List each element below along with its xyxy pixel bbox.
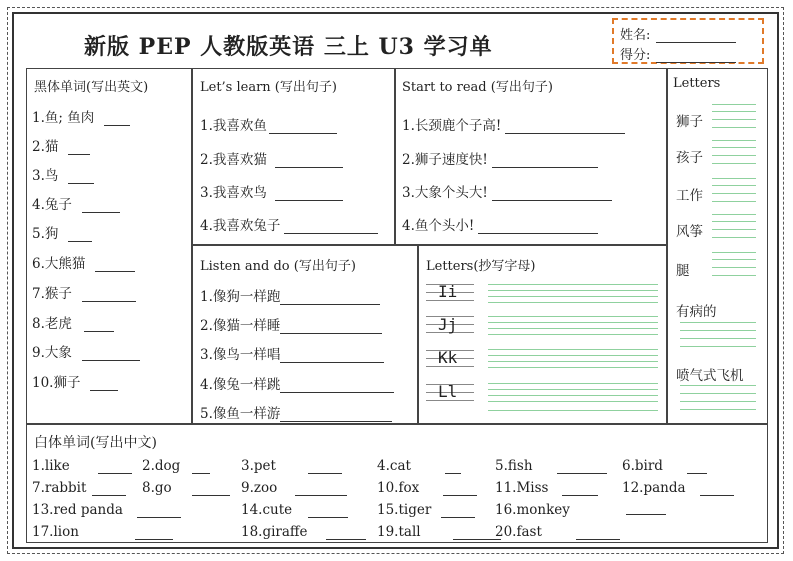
bold-word-item: 9.大象 bbox=[32, 341, 140, 361]
white-word-item: 18.giraffe bbox=[241, 524, 366, 540]
white-word-item: 19.tall bbox=[377, 524, 501, 540]
answer-blank[interactable] bbox=[445, 461, 461, 474]
letter-pair: Kk bbox=[438, 348, 458, 367]
white-word-item: 9.zoo bbox=[241, 480, 347, 496]
answer-blank[interactable] bbox=[95, 259, 135, 272]
answer-blank[interactable] bbox=[275, 155, 343, 168]
letters-word: 孩子 bbox=[676, 150, 703, 166]
white-word-item: 11.Miss bbox=[495, 480, 598, 496]
answer-blank[interactable] bbox=[82, 200, 120, 213]
white-word-item: 2.dog bbox=[142, 458, 210, 474]
answer-blank[interactable] bbox=[492, 188, 612, 201]
answer-blank[interactable] bbox=[275, 188, 343, 201]
answer-blank[interactable] bbox=[295, 483, 347, 496]
letters-word: 工作 bbox=[676, 188, 703, 204]
listen-and-do-item: 2.像猫一样睡 bbox=[200, 314, 382, 334]
bold-word-item: 10.狮子 bbox=[32, 371, 118, 391]
answer-blank[interactable] bbox=[687, 461, 707, 474]
answer-blank[interactable] bbox=[269, 121, 337, 134]
letters-word: 狮子 bbox=[676, 114, 703, 130]
answer-blank[interactable] bbox=[443, 483, 477, 496]
answer-blank[interactable] bbox=[562, 483, 598, 496]
white-words-header: 白体单词(写出中文) bbox=[34, 435, 157, 451]
white-word-item: 5.fish bbox=[495, 458, 607, 474]
answer-blank[interactable] bbox=[84, 319, 114, 332]
letter-pair: Ii bbox=[438, 282, 458, 301]
white-word-item: 3.pet bbox=[241, 458, 342, 474]
answer-blank[interactable] bbox=[192, 461, 210, 474]
answer-blank[interactable] bbox=[700, 483, 734, 496]
score-label: 得分: bbox=[620, 48, 651, 63]
answer-blank[interactable] bbox=[280, 321, 382, 334]
answer-blank[interactable] bbox=[104, 113, 130, 126]
white-word-item: 10.fox bbox=[377, 480, 477, 496]
answer-blank[interactable] bbox=[326, 527, 366, 540]
letters-word: 腿 bbox=[676, 263, 690, 279]
name-row bbox=[620, 24, 736, 43]
letters-right-header: Letters bbox=[673, 76, 721, 91]
answer-blank[interactable] bbox=[92, 483, 126, 496]
start-to-read-item: 2.狮子速度快! bbox=[402, 148, 598, 168]
bold-word-item: 2.猫 bbox=[32, 135, 90, 155]
answer-blank[interactable] bbox=[308, 505, 348, 518]
name-field[interactable] bbox=[656, 30, 736, 43]
lets-learn-header: Let’s learn (写出句子) bbox=[200, 80, 337, 95]
answer-blank[interactable] bbox=[453, 527, 501, 540]
answer-blank[interactable] bbox=[284, 221, 378, 234]
white-word-item: 12.panda bbox=[622, 480, 734, 496]
answer-blank[interactable] bbox=[280, 380, 394, 393]
listen-and-do-item: 5.像鱼一样游 bbox=[200, 402, 392, 422]
white-word-item: 15.tiger bbox=[377, 502, 475, 518]
letters-word: 有病的 bbox=[676, 304, 717, 320]
answer-blank[interactable] bbox=[478, 221, 598, 234]
white-word-item: 8.go bbox=[142, 480, 230, 496]
white-word-item: 4.cat bbox=[377, 458, 461, 474]
start-to-read-header: Start to read (写出句子) bbox=[402, 80, 553, 95]
listen-and-do-item: 4.像兔一样跳 bbox=[200, 373, 394, 393]
white-word-item: 7.rabbit bbox=[32, 480, 126, 496]
letter-pair: Ll bbox=[438, 382, 458, 401]
answer-blank[interactable] bbox=[280, 292, 380, 305]
answer-blank[interactable] bbox=[82, 289, 136, 302]
start-to-read-item: 1.长颈鹿个子高! bbox=[402, 114, 625, 134]
answer-blank[interactable] bbox=[90, 378, 118, 391]
letters-copy-header: Letters(抄写字母) bbox=[426, 259, 536, 274]
worksheet-title: 新版 PEP 人教版英语 三上 U3 学习单 bbox=[84, 34, 493, 60]
score-row bbox=[620, 44, 736, 63]
listen-and-do-header: Listen and do (写出句子) bbox=[200, 259, 356, 274]
bold-word-item: 7.猴子 bbox=[32, 282, 136, 302]
answer-blank[interactable] bbox=[280, 350, 384, 363]
bold-word-item: 1.鱼; 鱼肉 bbox=[32, 106, 130, 126]
answer-blank[interactable] bbox=[68, 171, 94, 184]
bold-word-item: 6.大熊猫 bbox=[32, 252, 135, 272]
white-word-item: 1.like bbox=[32, 458, 132, 474]
start-to-read-item: 3.大象个头大! bbox=[402, 181, 612, 201]
white-word-item: 6.bird bbox=[622, 458, 707, 474]
lets-learn-item: 4.我喜欢兔子 bbox=[200, 214, 378, 234]
listen-and-do-item: 3.像鸟一样唱 bbox=[200, 343, 384, 363]
bold-word-item: 8.老虎 bbox=[32, 312, 114, 332]
answer-blank[interactable] bbox=[492, 155, 598, 168]
student-info-box bbox=[612, 18, 764, 64]
answer-blank[interactable] bbox=[68, 229, 92, 242]
bold-word-item: 3.鸟 bbox=[32, 164, 94, 184]
answer-blank[interactable] bbox=[576, 527, 620, 540]
bold-words-header: 黑体单词(写出英文) bbox=[34, 80, 149, 95]
white-word-item: 13.red panda bbox=[32, 502, 181, 518]
lets-learn-item: 3.我喜欢鸟 bbox=[200, 181, 343, 201]
answer-blank[interactable] bbox=[441, 505, 475, 518]
score-field[interactable] bbox=[656, 50, 736, 63]
answer-blank[interactable] bbox=[308, 461, 342, 474]
lets-learn-item: 2.我喜欢猫 bbox=[200, 148, 343, 168]
white-word-item: 16.monkey bbox=[495, 502, 570, 518]
white-word-item: 17.lion bbox=[32, 524, 173, 540]
answer-blank[interactable] bbox=[82, 348, 140, 361]
answer-blank[interactable] bbox=[192, 483, 230, 496]
letters-word: 风筝 bbox=[676, 224, 703, 240]
letter-pair: Jj bbox=[438, 315, 458, 334]
answer-blank[interactable] bbox=[68, 142, 90, 155]
bold-word-item: 4.兔子 bbox=[32, 193, 120, 213]
answer-blank[interactable] bbox=[135, 527, 173, 540]
white-word-item: 20.fast bbox=[495, 524, 620, 540]
start-to-read-item: 4.鱼个头小! bbox=[402, 214, 598, 234]
answer-blank[interactable] bbox=[626, 502, 666, 515]
answer-blank[interactable] bbox=[137, 505, 181, 518]
answer-blank[interactable] bbox=[557, 461, 607, 474]
name-label: 姓名: bbox=[620, 28, 651, 43]
bold-word-item: 5.狗 bbox=[32, 222, 92, 242]
letters-word: 喷气式飞机 bbox=[676, 368, 744, 384]
listen-and-do-item: 1.像狗一样跑 bbox=[200, 285, 380, 305]
lets-learn-item: 1.我喜欢鱼 bbox=[200, 114, 337, 134]
answer-blank[interactable] bbox=[505, 121, 625, 134]
answer-blank[interactable] bbox=[98, 461, 132, 474]
answer-blank[interactable] bbox=[280, 409, 392, 422]
white-word-item: 14.cute bbox=[241, 502, 348, 518]
